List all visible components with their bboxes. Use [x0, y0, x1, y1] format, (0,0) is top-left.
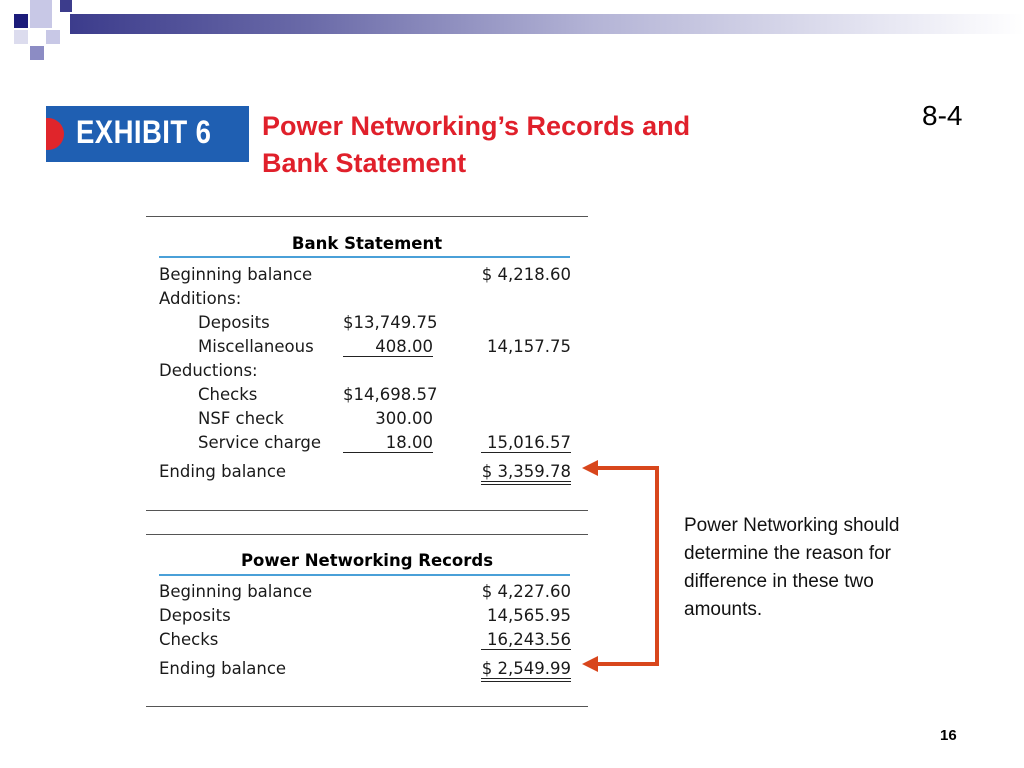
- row-total: 15,016.57: [481, 433, 571, 453]
- row-total: 14,157.75: [487, 337, 571, 356]
- explanation-note: Power Networking should determine the reason for difference in these two amounts.: [684, 515, 900, 620]
- panel-heading: Bank Statement: [291, 234, 443, 253]
- row-total: 14,565.95: [487, 606, 571, 625]
- arrowhead-icon: [582, 460, 598, 476]
- page-number: 16: [940, 727, 957, 744]
- row-amount: 18.00: [343, 433, 433, 453]
- panel-heading: Power Networking Records: [240, 551, 494, 570]
- row-label: Additions:: [159, 289, 242, 308]
- row-label: Miscellaneous: [198, 337, 314, 356]
- row-label: Checks: [159, 630, 219, 649]
- row-label: Deposits: [198, 313, 270, 332]
- row-label: Deductions:: [159, 361, 258, 380]
- row-label: Checks: [198, 385, 258, 404]
- bracket-line: [596, 468, 657, 664]
- row-total: $ 4,227.60: [481, 582, 571, 601]
- slide-title: Power Networking’s Records and Bank Statement: [262, 111, 691, 178]
- row-label: NSF check: [198, 409, 284, 428]
- arrowhead-icon: [582, 656, 598, 672]
- exhibit-label: EXHIBIT 6: [76, 114, 212, 150]
- row-amount: $13,749.75: [343, 313, 438, 332]
- row-label: Beginning balance: [159, 265, 313, 284]
- row-total: $ 4,218.60: [481, 265, 571, 284]
- row-label: Ending balance: [159, 659, 287, 678]
- row-label: Service charge: [198, 433, 321, 452]
- slide-code: 8-4: [922, 100, 963, 131]
- row-total: $ 2,549.99: [481, 659, 571, 682]
- row-amount: 300.00: [375, 409, 433, 428]
- row-amount: $14,698.57: [343, 385, 438, 404]
- row-label: Deposits: [159, 606, 231, 625]
- row-amount: 408.00: [343, 337, 433, 357]
- row-total: 16,243.56: [481, 630, 571, 650]
- row-total: $ 3,359.78: [481, 462, 571, 485]
- row-label: Beginning balance: [159, 582, 313, 601]
- row-label: Ending balance: [159, 462, 287, 481]
